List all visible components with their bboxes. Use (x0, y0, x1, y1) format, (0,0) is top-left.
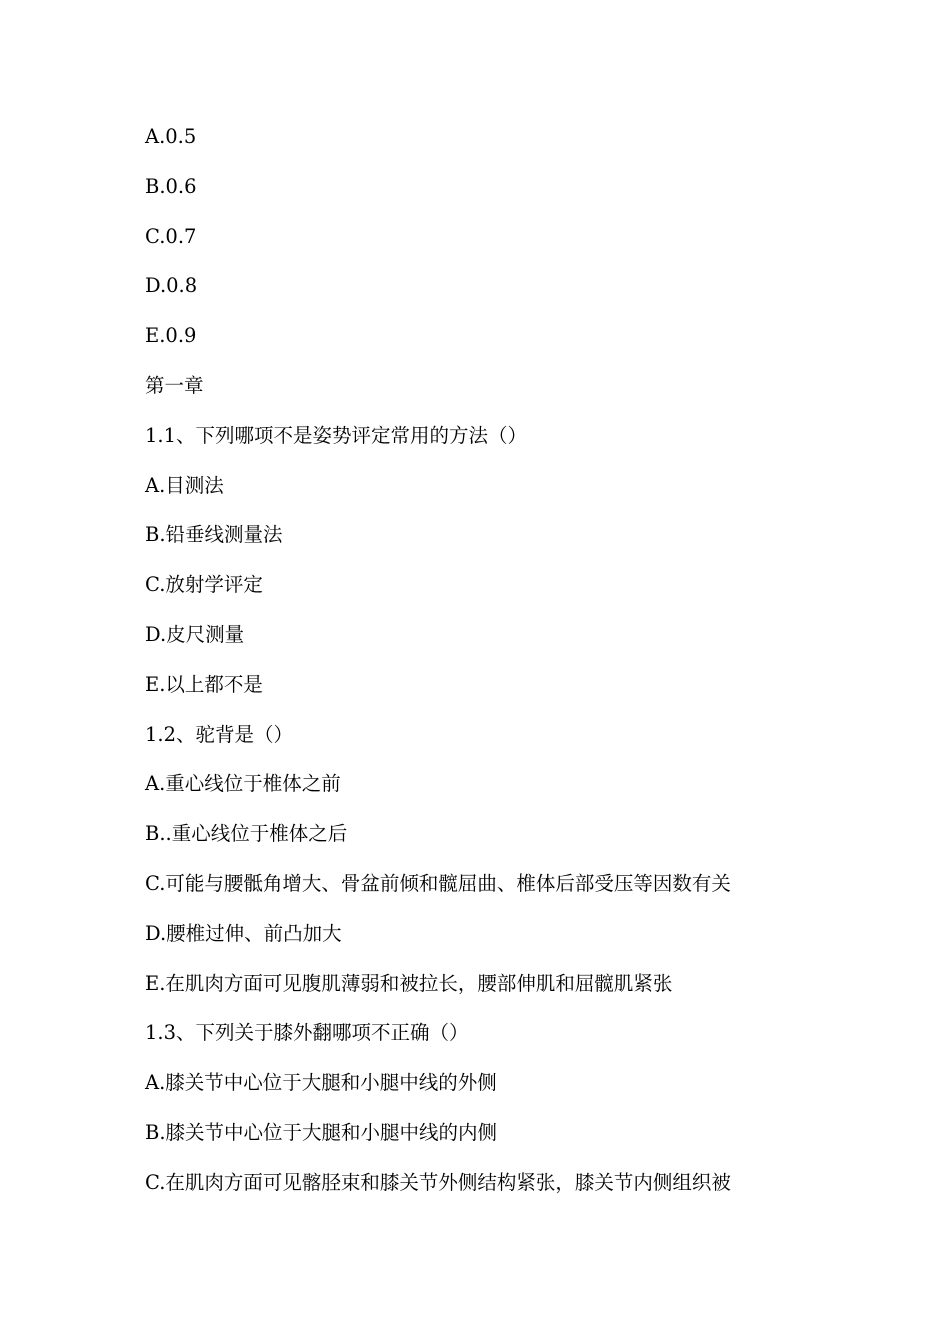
option-line: E.0.9 (145, 324, 197, 348)
option-line: A.重心线位于椎体之前 (145, 772, 341, 796)
option-line: D.皮尺测量 (145, 622, 245, 646)
chapter-heading: 第一章 (145, 373, 204, 397)
option-line: A.0.5 (145, 125, 197, 148)
option-line: C.放射学评定 (145, 573, 263, 597)
option-line: A.膝关节中心位于大腿和小腿中线的外侧 (145, 1071, 497, 1095)
document-body (145, 120, 825, 1216)
question-line: 1.3、下列关于膝外翻哪项不正确（） (145, 1021, 469, 1045)
option-line: C.0.7 (145, 224, 197, 248)
option-line: B.0.6 (145, 174, 197, 198)
option-line: E.在肌肉方面可见腹肌薄弱和被拉长，腰部伸肌和屈髋肌紧张 (145, 971, 673, 995)
question-line: 1.2、驼背是（） (145, 722, 294, 746)
question-line: 1.1、下列哪项不是姿势评定常用的方法（） (145, 423, 528, 447)
option-line: E.以上都不是 (145, 672, 263, 696)
option-line: B..重心线位于椎体之后 (145, 822, 348, 846)
option-line: B.膝关节中心位于大腿和小腿中线的内侧 (145, 1120, 498, 1144)
option-line: B.铅垂线测量法 (145, 523, 283, 547)
option-line: C.可能与腰骶角增大、骨盆前倾和髋屈曲、椎体后部受压等因数有关 (145, 871, 731, 895)
option-line: D.0.8 (145, 274, 198, 298)
option-line: A.目测法 (145, 473, 224, 497)
option-line: C.在肌肉方面可见髂胫束和膝关节外侧结构紧张，膝关节内侧组织被 (145, 1170, 731, 1194)
option-line: D.腰椎过伸、前凸加大 (145, 921, 342, 945)
